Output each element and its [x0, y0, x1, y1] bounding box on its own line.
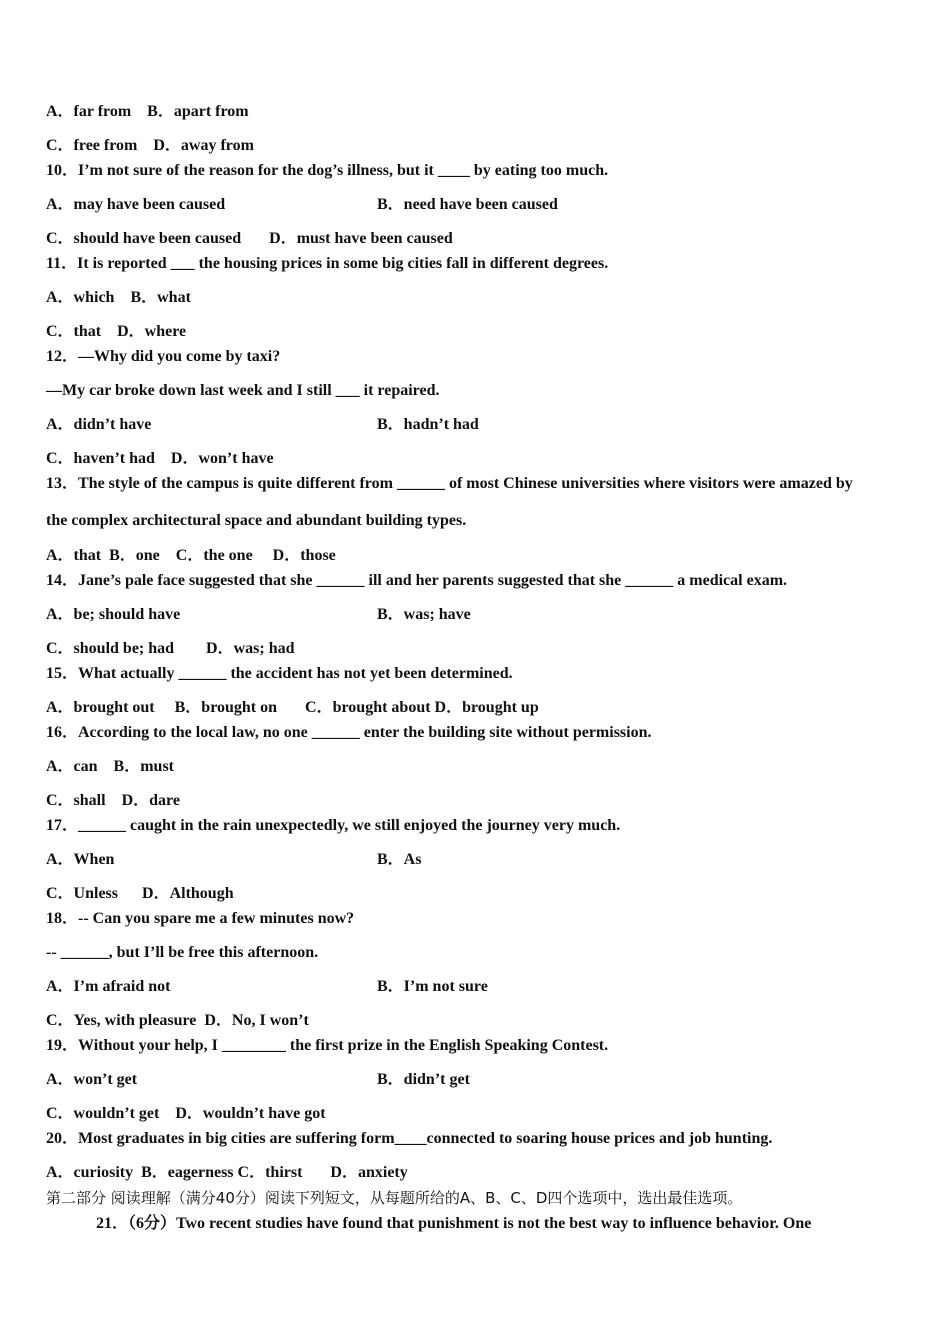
q20-options: A．curiosity B．eagerness C．thirst D．anxiety — [46, 1164, 408, 1181]
q16-stem: 16．According to the local law, no one ______ enter the building site without permission. — [46, 724, 652, 741]
q10-stem: 10．I’m not sure of the reason for the dog’s illness, but it ____ by eating too much. — [46, 162, 609, 179]
q18-option-b: B．I’m not sure — [377, 978, 488, 995]
q21-stem: 21．（6分）Two recent studies have found that punishment is not the best way to influence behavior. One — [96, 1215, 812, 1232]
q12-options-cd: C．haven’t had D．won’t have — [46, 450, 274, 467]
q15-stem: 15．What actually ______ the accident has not yet been determined. — [46, 665, 513, 682]
q17-option-a: A．When — [46, 851, 115, 868]
q18-option-a: A．I’m afraid not — [46, 978, 171, 995]
q13-options: A．that B．one C．the one D．those — [46, 547, 336, 564]
q11-options-ab: A．which B．what — [46, 289, 191, 306]
q14-options-cd: C．should be; had D．was; had — [46, 640, 295, 657]
q18-options-cd: C．Yes, with pleasure D．No, I won’t — [46, 1012, 309, 1029]
q20-stem: 20．Most graduates in big cities are suffering form____connected to soaring house prices and job hunting. — [46, 1130, 773, 1147]
q19-options-cd: C．wouldn’t get D．wouldn’t have got — [46, 1105, 326, 1122]
q12-option-b: B．hadn’t had — [377, 416, 479, 433]
q12-option-a: A．didn’t have — [46, 416, 152, 433]
q18-stem: 18．-- Can you spare me a few minutes now? — [46, 910, 355, 927]
q19-option-b: B．didn’t get — [377, 1071, 470, 1088]
q19-stem: 19．Without your help, I ________ the first prize in the English Speaking Contest. — [46, 1037, 609, 1054]
q10-option-a: A．may have been caused — [46, 196, 226, 213]
q13-stem: 13．The style of the campus is quite different from ______ of most Chinese universities where visitors were amazed by — [46, 475, 853, 492]
q14-option-a: A．be; should have — [46, 606, 181, 623]
q13-line2: the complex architectural space and abundant building types. — [46, 512, 467, 529]
q14-stem: 14．Jane’s pale face suggested that she ______ ill and her parents suggested that she ______ a medical exam. — [46, 572, 788, 589]
q15-options: A．brought out B．brought on C．brought about D．brought up — [46, 699, 539, 716]
q18-line2: -- ______, but I’ll be free this afternoon. — [46, 944, 319, 961]
q11-stem: 11．It is reported ___ the housing prices in some big cities fall in different degrees. — [46, 255, 609, 272]
q10-options-cd: C．should have been caused D．must have been caused — [46, 230, 453, 247]
q16-options-cd: C．shall D．dare — [46, 792, 180, 809]
part2-heading: 第二部分 阅读理解（满分40分）阅读下列短文，从每题所给的A、B、C、D四个选项中，选出最佳选项。 — [46, 1189, 743, 1207]
q12-line2: —My car broke down last week and I still ___ it repaired. — [46, 382, 440, 399]
q9-options-cd: C．free from D．away from — [46, 137, 254, 154]
q19-option-a: A．won’t get — [46, 1071, 138, 1088]
q10-option-b: B．need have been caused — [377, 196, 558, 213]
q17-option-b: B．As — [377, 851, 422, 868]
q11-options-cd: C．that D．where — [46, 323, 187, 340]
q14-option-b: B．was; have — [377, 606, 471, 623]
q17-options-cd: C．Unless D．Although — [46, 885, 234, 902]
q16-options-ab: A．can B．must — [46, 758, 175, 775]
q9-options-ab: A．far from B．apart from — [46, 103, 249, 120]
q17-stem: 17．______ caught in the rain unexpectedly, we still enjoyed the journey very much. — [46, 817, 621, 834]
q12-stem: 12．—Why did you come by taxi? — [46, 348, 281, 365]
